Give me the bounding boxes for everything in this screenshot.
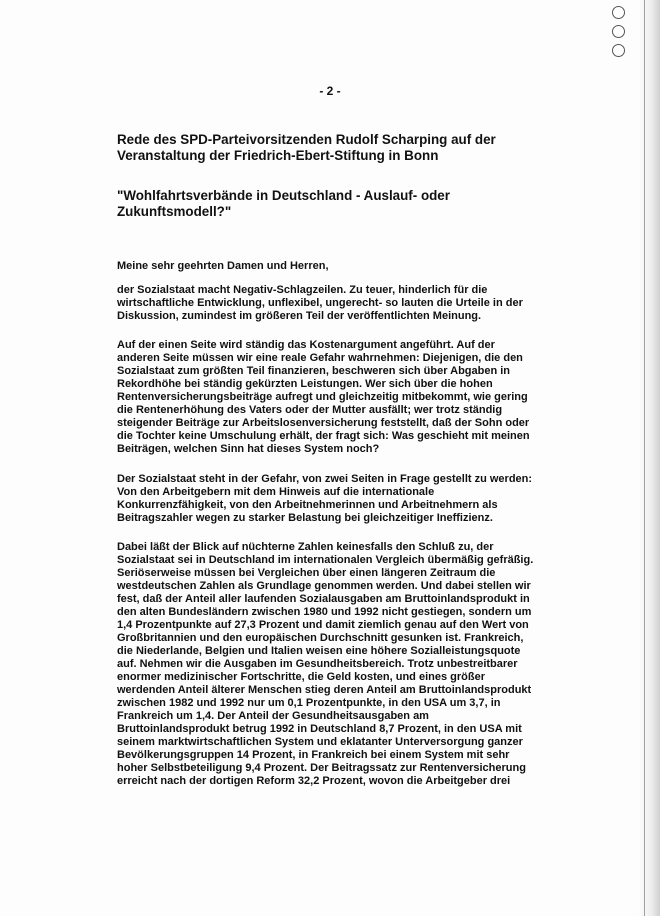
text-line: Von den Arbeitgebern mit dem Hinweis auf die internationale [117, 486, 435, 498]
text-line: werdenden Anteil älterer Menschen stieg deren Anteil am Bruttoinlandsprodukt [117, 684, 532, 696]
text-line: anderen Seite müssen wir eine reale Gefahr wahrnehmen: Diejenigen, die den [117, 352, 523, 364]
text-line: steigender Beiträge zur Arbeitslosenversicherung feststellt, daß der Sohn oder [117, 417, 530, 429]
text-line: Rekordhöhe bei ständig gekürzten Leistungen. Wer sich über die hohen [117, 378, 493, 390]
text-line: zwischen 1982 und 1992 nur um 0,1 Prozentpunkte, in den USA um 3,7, in [117, 697, 501, 709]
page-edge-line [644, 0, 645, 916]
speech-title-line: Veranstaltung der Friedrich-Ebert-Stiftung in Bonn [117, 148, 439, 163]
text-line: erreicht nach der dortigen Reform 32,2 Prozent, wovon die Arbeitgeber drei [117, 775, 511, 787]
text-line: den alten Bundesländern zwischen 1980 und 1992 nicht gestiegen, sondern um [117, 606, 532, 618]
text-line: Großbritannien und den europäischen Durchschnitt gesunken ist. Frankreich, [117, 632, 524, 644]
page-number: - 2 - [319, 84, 341, 98]
text-line: Konkurrenzfähigkeit, von den Arbeitnehmerinnen und Arbeitnehmern als [117, 499, 498, 511]
text-line: enormer medizinischer Fortschritte, die Geld kosten, und eines größer [117, 671, 485, 683]
speech-subtitle [117, 188, 537, 220]
paragraph-2 [117, 339, 547, 456]
text-line: Bruttoinlandsprodukt betrug 1992 in Deutschland 8,7 Prozent, in den USA mit [117, 723, 522, 735]
text-line: Bevölkerungsgruppen 14 Prozent, in Frankreich bei einem System mit sehr [117, 749, 510, 761]
text-line: Der Sozialstaat steht in der Gefahr, von zwei Seiten in Frage gestellt zu werden: [117, 473, 533, 485]
text-line: die Tochter keine Umschulung erhält, der fragt sich: Was geschieht mit meinen [117, 430, 530, 442]
text-line: Seriöserweise müssen bei Vergleichen über einen längeren Zeitraum die [117, 567, 496, 579]
text-line: der Sozialstaat macht Negativ-Schlagzeilen. Zu teuer, hinderlich für die [117, 284, 488, 296]
text-line: Sozialstaat zum größten Teil finanzieren, beschweren sich über Abgaben in [117, 365, 511, 377]
paragraph-3 [117, 473, 547, 525]
paragraph-1 [117, 284, 547, 323]
speech-subtitle-line: Zukunftsmodell?" [117, 204, 232, 219]
text-line: wirtschaftliche Entwicklung, unflexibel, ungerecht- so lauten die Urteile in der [117, 297, 523, 309]
salutation: Meine sehr geehrten Damen und Herren, [117, 260, 329, 272]
text-line: fest, daß der Anteil aller laufenden Sozialausgaben am Bruttoinlandsprodukt in [117, 593, 530, 605]
text-line: die Rentenerhöhung des Vaters oder der Mutter ausfällt; wer trotz ständig [117, 404, 503, 416]
punch-holes [604, 0, 634, 57]
text-line: Beiträgen, welchen Sinn hat dieses System noch? [117, 443, 380, 455]
text-line: seinem marktwirtschaftlichen System und eklatanter Unterversorgung ganzer [117, 736, 523, 748]
text-line: Sozialstaat sei in Deutschland im internationalen Vergleich übermäßig gefräßig. [117, 554, 534, 566]
punch-hole-icon [612, 44, 625, 57]
text-line: Rentenversicherungsbeiträge aufregt und gleichzeitig mitbekommt, wie gering [117, 391, 528, 403]
punch-hole-icon [612, 25, 625, 38]
text-line: Dabei läßt der Blick auf nüchterne Zahlen keinesfalls den Schluß zu, der [117, 541, 494, 553]
paragraph-4 [117, 541, 547, 788]
text-line: hoher Selbstbeteiligung 9,4 Prozent. Der Beitragssatz zur Rentenversicherung [117, 762, 526, 774]
text-line: westdeutschen Zahlen als Grundlage genommen werden. Und dabei stellen wir [117, 580, 531, 592]
text-line: Auf der einen Seite wird ständig das Kostenargument angeführt. Auf der [117, 339, 495, 351]
page-edge-shadow [638, 0, 660, 916]
speech-title [117, 132, 537, 164]
punch-hole-icon [612, 6, 625, 19]
text-line: 1,4 Prozentpunkte auf 27,3 Prozent und damit ziemlich genau auf den Wert von [117, 619, 529, 631]
speech-subtitle-line: "Wohlfahrtsverbände in Deutschland - Auslauf- oder [117, 188, 450, 203]
speech-title-line: Rede des SPD-Parteivorsitzenden Rudolf Scharping auf der [117, 132, 496, 147]
text-line: die Niederlande, Belgien und Italien weisen eine höhere Sozialleistungsquote [117, 645, 521, 657]
text-line: auf. Nehmen wir die Ausgaben im Gesundheitsbereich. Trotz unbestreitbarer [117, 658, 518, 670]
text-line: Frankreich um 1,4. Der Anteil der Gesundheitsausgaben am [117, 710, 429, 722]
text-line: Diskussion, zumindest im größeren Teil der veröffentlichten Meinung. [117, 310, 482, 322]
text-line: Beitragszahler wegen zu starker Belastung bei gleichzeitiger Ineffizienz. [117, 512, 493, 524]
